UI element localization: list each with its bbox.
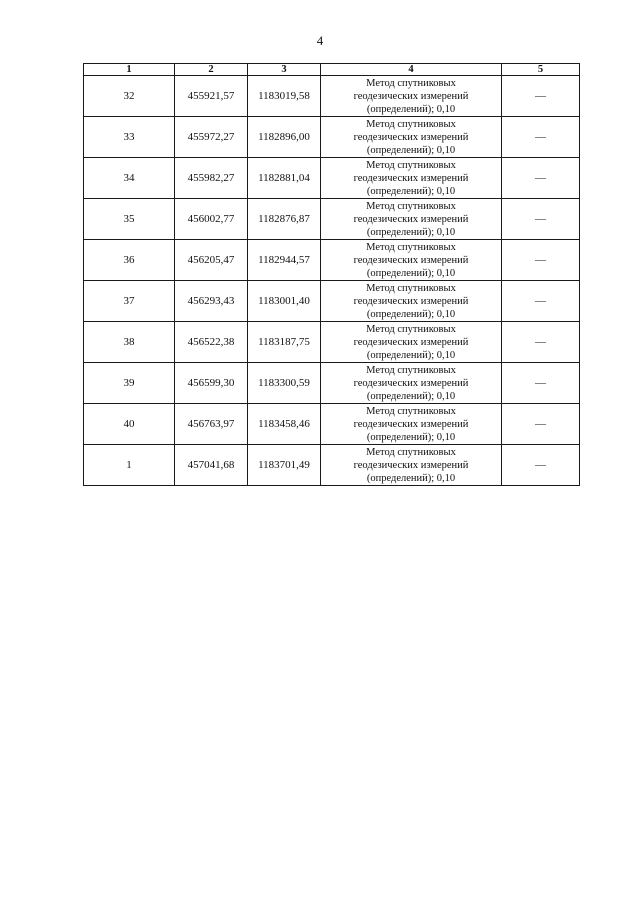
method-line: (определений); 0,10 bbox=[366, 349, 456, 361]
x-coordinate-cell: 455982,27 bbox=[175, 158, 248, 199]
y-coordinate-cell: 1182944,57 bbox=[248, 240, 321, 281]
y-coordinate-cell: 1182881,04 bbox=[248, 158, 321, 199]
method-cell bbox=[321, 158, 502, 199]
y-coordinate-cell: 1183701,49 bbox=[248, 445, 321, 486]
method-line: геодезических измерений bbox=[353, 213, 469, 225]
method-line: геодезических измерений bbox=[353, 90, 469, 102]
method-line: Метод спутниковых bbox=[366, 200, 456, 212]
y-coordinate-cell: 1183001,40 bbox=[248, 281, 321, 322]
method-cell bbox=[321, 404, 502, 445]
point-number-cell: 34 bbox=[84, 158, 175, 199]
header-col-2: 2 bbox=[175, 64, 248, 76]
x-coordinate-cell: 456293,43 bbox=[175, 281, 248, 322]
x-coordinate-cell: 456763,97 bbox=[175, 404, 248, 445]
method-line: (определений); 0,10 bbox=[366, 390, 456, 402]
note-cell: — bbox=[502, 445, 580, 486]
method-line: геодезических измерений bbox=[353, 172, 469, 184]
x-coordinate-cell: 456002,77 bbox=[175, 199, 248, 240]
point-number-cell: 40 bbox=[84, 404, 175, 445]
table-row bbox=[84, 117, 580, 158]
method-line: геодезических измерений bbox=[353, 336, 469, 348]
method-line: геодезических измерений bbox=[353, 377, 469, 389]
method-line: геодезических измерений bbox=[353, 131, 469, 143]
x-coordinate-cell: 457041,68 bbox=[175, 445, 248, 486]
note-cell: — bbox=[502, 281, 580, 322]
method-line: Метод спутниковых bbox=[366, 323, 456, 335]
method-line: (определений); 0,10 bbox=[366, 144, 456, 156]
method-line: Метод спутниковых bbox=[366, 159, 456, 171]
page-number: 4 bbox=[316, 33, 324, 48]
method-line: Метод спутниковых bbox=[366, 77, 456, 89]
note-cell: — bbox=[502, 363, 580, 404]
method-line: Метод спутниковых bbox=[366, 118, 456, 130]
method-cell bbox=[321, 363, 502, 404]
x-coordinate-cell: 456599,30 bbox=[175, 363, 248, 404]
y-coordinate-cell: 1182876,87 bbox=[248, 199, 321, 240]
table-row bbox=[84, 158, 580, 199]
method-line: геодезических измерений bbox=[353, 254, 469, 266]
note-cell: — bbox=[502, 199, 580, 240]
header-col-5: 5 bbox=[502, 64, 580, 76]
table-row bbox=[84, 281, 580, 322]
note-cell: — bbox=[502, 76, 580, 117]
method-cell bbox=[321, 76, 502, 117]
point-number-cell: 35 bbox=[84, 199, 175, 240]
method-line: геодезических измерений bbox=[353, 459, 469, 471]
x-coordinate-cell: 455972,27 bbox=[175, 117, 248, 158]
x-coordinate-cell: 456522,38 bbox=[175, 322, 248, 363]
method-line: (определений); 0,10 bbox=[366, 472, 456, 484]
table-row bbox=[84, 363, 580, 404]
method-cell bbox=[321, 281, 502, 322]
method-line: Метод спутниковых bbox=[366, 405, 456, 417]
point-number-cell: 32 bbox=[84, 76, 175, 117]
table-row bbox=[84, 445, 580, 486]
table-body bbox=[84, 76, 580, 486]
table-header bbox=[84, 64, 580, 76]
method-line: Метод спутниковых bbox=[366, 282, 456, 294]
point-number-cell: 1 bbox=[84, 445, 175, 486]
header-row bbox=[84, 64, 580, 76]
y-coordinate-cell: 1183300,59 bbox=[248, 363, 321, 404]
point-number-cell: 36 bbox=[84, 240, 175, 281]
x-coordinate-cell: 456205,47 bbox=[175, 240, 248, 281]
coordinates-table bbox=[83, 63, 580, 486]
y-coordinate-cell: 1183187,75 bbox=[248, 322, 321, 363]
method-line: геодезических измерений bbox=[353, 295, 469, 307]
point-number-cell: 39 bbox=[84, 363, 175, 404]
note-cell: — bbox=[502, 404, 580, 445]
header-col-4: 4 bbox=[321, 64, 502, 76]
method-cell bbox=[321, 240, 502, 281]
method-line: (определений); 0,10 bbox=[366, 226, 456, 238]
y-coordinate-cell: 1182896,00 bbox=[248, 117, 321, 158]
point-number-cell: 38 bbox=[84, 322, 175, 363]
method-line: (определений); 0,10 bbox=[366, 103, 456, 115]
table-row bbox=[84, 199, 580, 240]
method-cell bbox=[321, 445, 502, 486]
method-line: (определений); 0,10 bbox=[366, 185, 456, 197]
point-number-cell: 37 bbox=[84, 281, 175, 322]
table-row bbox=[84, 322, 580, 363]
method-line: (определений); 0,10 bbox=[366, 308, 456, 320]
table-row bbox=[84, 404, 580, 445]
header-col-3: 3 bbox=[248, 64, 321, 76]
method-line: геодезических измерений bbox=[353, 418, 469, 430]
note-cell: — bbox=[502, 158, 580, 199]
x-coordinate-cell: 455921,57 bbox=[175, 76, 248, 117]
method-cell bbox=[321, 322, 502, 363]
table-row bbox=[84, 76, 580, 117]
method-cell bbox=[321, 117, 502, 158]
method-line: (определений); 0,10 bbox=[366, 431, 456, 443]
method-line: Метод спутниковых bbox=[366, 446, 456, 458]
point-number-cell: 33 bbox=[84, 117, 175, 158]
header-col-1: 1 bbox=[84, 64, 175, 76]
table-row bbox=[84, 240, 580, 281]
method-line: Метод спутниковых bbox=[366, 364, 456, 376]
y-coordinate-cell: 1183458,46 bbox=[248, 404, 321, 445]
method-line: (определений); 0,10 bbox=[366, 267, 456, 279]
note-cell: — bbox=[502, 117, 580, 158]
note-cell: — bbox=[502, 322, 580, 363]
y-coordinate-cell: 1183019,58 bbox=[248, 76, 321, 117]
method-line: Метод спутниковых bbox=[366, 241, 456, 253]
note-cell: — bbox=[502, 240, 580, 281]
method-cell bbox=[321, 199, 502, 240]
